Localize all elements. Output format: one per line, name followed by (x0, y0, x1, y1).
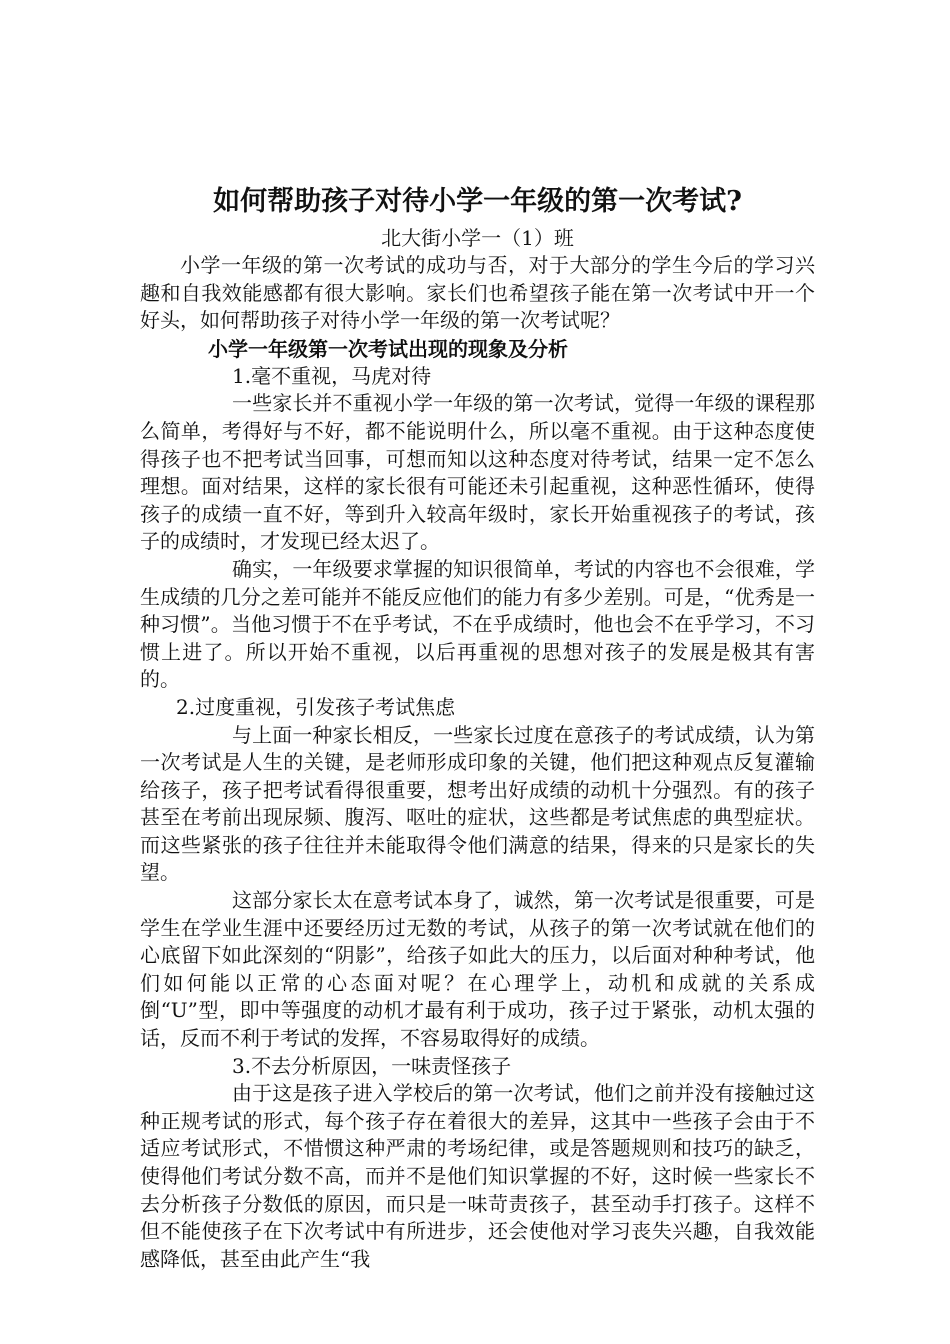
document-author: 北大街小学一（1）班 (381, 226, 574, 250)
document-body (140, 182, 815, 1273)
item-heading-1: 1.毫不重视，马虎对待 (232, 363, 432, 388)
document-title: 如何帮助孩子对待小学一年级的第一次考试? (213, 186, 742, 217)
item2-paragraph-2: 这部分家长太在意考试本身了，诚然，第一次考试是很重要，可是学生在学业生涯中还要经历过无数的考试，从孩子的第一次考试就在他们的心底留下如此深刻的“阴影”，给孩子如此大的压力，以后面对种种考试，他们如何能以正常的心态面对呢？在心理学上，动机和成就的关系成倒“U”型，即中等强度的动机才最有利于成功，孩子过于紧张，动机太强的话，反而不利于考试的发挥，不容易取得好的成绩。 (140, 888, 815, 1051)
intro-paragraph: 小学一年级的第一次考试的成功与否，对于大部分的学生今后的学习兴趣和自我效能感都有很大影响。家长们也希望孩子能在第一次考试中开一个好头，如何帮助孩子对待小学一年级的第一次考试呢？ (140, 253, 815, 333)
section-heading: 小学一年级第一次考试出现的现象及分析 (208, 336, 568, 361)
item3-paragraph-1: 由于这是孩子进入学校后的第一次考试，他们之前并没有接触过这种正规考试的形式，每个孩子存在着很大的差异，这其中一些孩子会由于不适应考试形式，不惜惯这种严肃的考场纪律，或是答题规则和技巧的缺乏，使得他们考试分数不高，而并不是他们知识掌握的不好，这时候一些家长不去分析孩子分数低的原因，而只是一味苛责孩子，甚至动手打孩子。这样不但不能使孩子在下次考试中有所进步，还会使他对学习丧失兴趣，自我效能感降低，甚至由此产生“我 (140, 1081, 815, 1271)
item1-paragraph-1: 一些家长并不重视小学一年级的第一次考试，觉得一年级的课程那么简单，考得好与不好，都不能说明什么，所以毫不重视。由于这种态度使得孩子也不把考试当回事，可想而知以这种态度对待考试，结果一定不怎么理想。面对结果，这样的家长很有可能还未引起重视，这种恶性循环，使得孩子的成绩一直不好，等到升入较高年级时，家长开始重视孩子的考试，孩子的成绩时，才发现已经太迟了。 (140, 391, 815, 554)
item1-paragraph-2: 确实，一年级要求掌握的知识很简单，考试的内容也不会很难，学生成绩的几分之差可能并不能反应他们的能力有多少差别。可是，“优秀是一种习惯”。当他习惯于不在乎考试，不在乎成绩时，他也会不在乎学习，不习惯上进了。所以开始不重视，以后再重视的思想对孩子的发展是极其有害的。 (140, 556, 815, 692)
item2-paragraph-1: 与上面一种家长相反，一些家长过度在意孩子的考试成绩，认为第一次考试是人生的关键，是老师形成印象的关键，他们把这种观点反复灌输给孩子，孩子把考试看得很重要，想考出好成绩的动机十分强烈。有的孩子甚至在考前出现尿频、腹泻、呕吐的症状，这些都是考试焦虑的典型症状。而这些紧张的孩子往往并未能取得令他们满意的结果，得来的只是家长的失望。 (140, 722, 815, 885)
item-heading-2: 2.过度重视，引发孩子考试焦虑 (176, 694, 456, 719)
item-heading-3: 3.不去分析原因，一味责怪孩子 (232, 1053, 512, 1078)
